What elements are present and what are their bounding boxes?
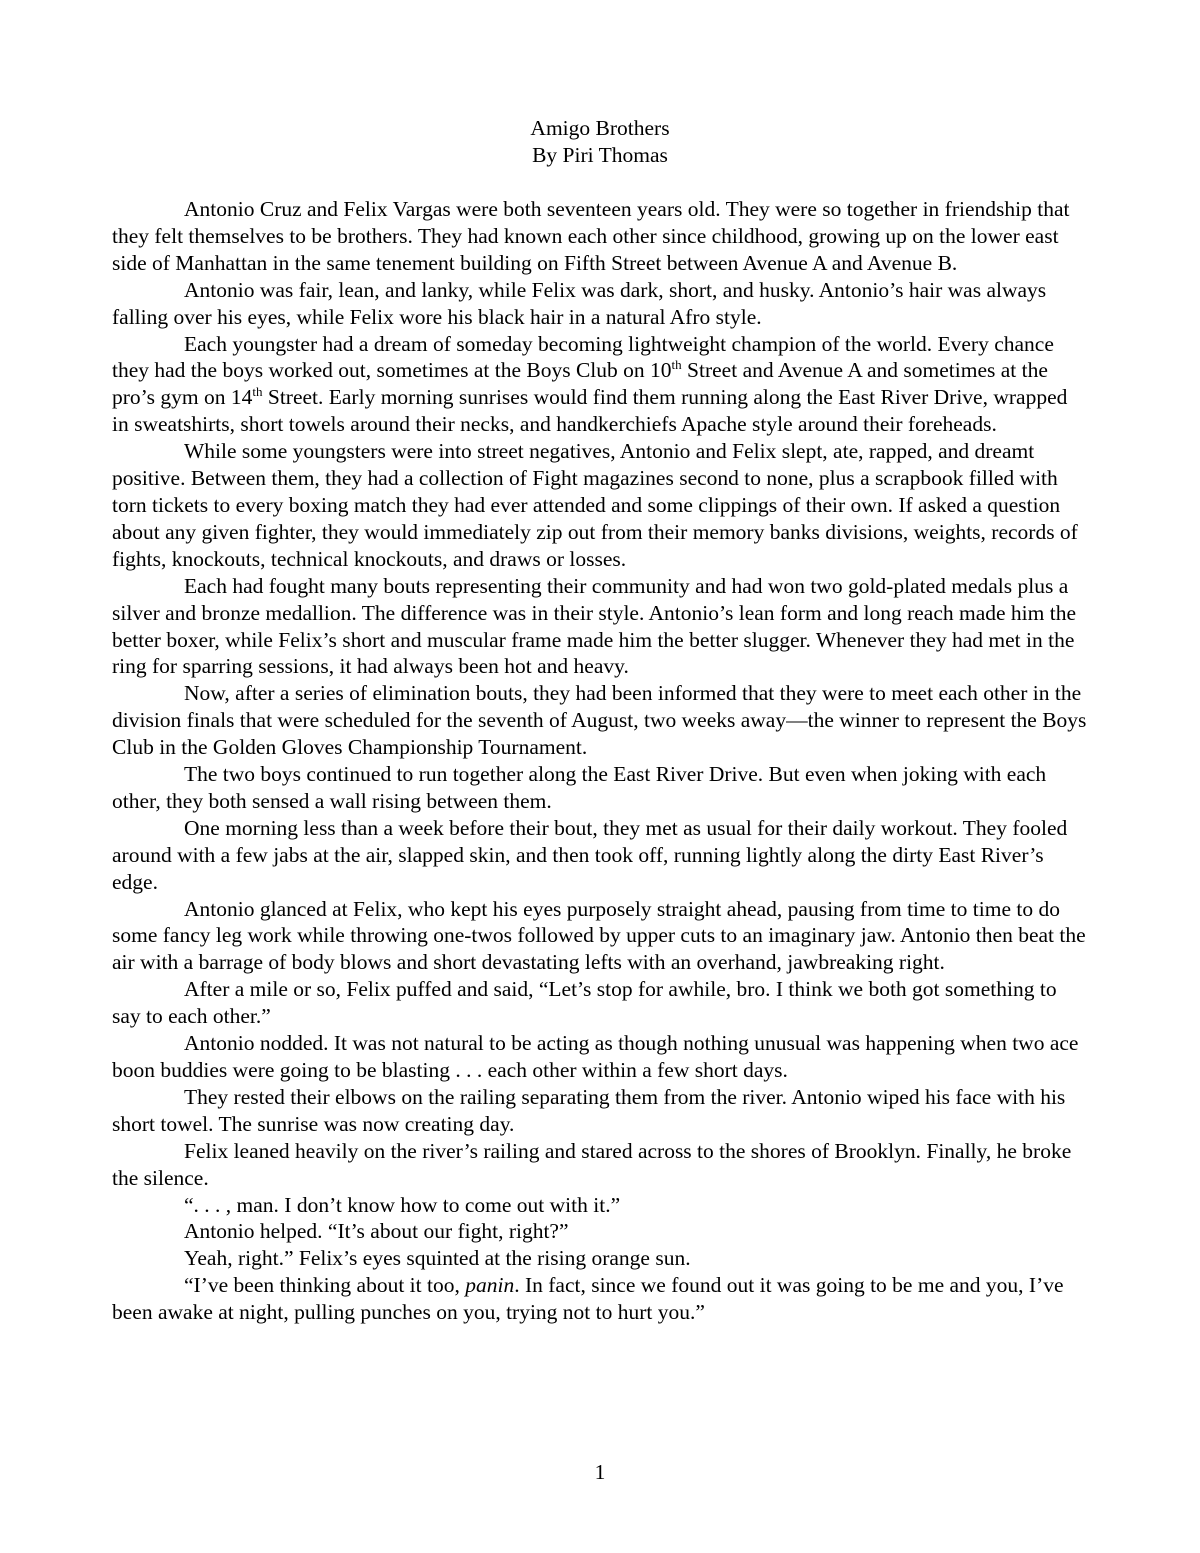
document-byline: By Piri Thomas bbox=[532, 143, 668, 167]
paragraph: Antonio Cruz and Felix Vargas were both seventeen years old. They were so together in friendship that they felt themselves to be brothers. They had known each other since childhood, growing up on the lower east side of Manhattan in the same tenement building on Fifth Street between Avenue A and Avenue B. bbox=[112, 197, 1070, 275]
paragraph: While some youngsters were into street negatives, Antonio and Felix slept, ate, rapped, and dreamt positive. Between them, they had a collection of Fight magazines second to none, plus a scrapbook filled with torn tickets to every boxing match they had ever attended and some clippings of their own. If asked a question about any given fighter, they would immediately zip out from their memory banks divisions, weights, records of fights, knockouts, technical knockouts, and draws or losses. bbox=[112, 439, 1078, 571]
paragraph: Antonio glanced at Felix, who kept his eyes purposely straight ahead, pausing from time to time to do some fancy leg work while throwing one-twos followed by upper cuts to an imaginary jaw. Antonio then beat the air with a barrage of body blows and short devastating lefts with an overhand, jawbreaking right. bbox=[112, 896, 1086, 975]
paragraph: After a mile or so, Felix puffed and said, “Let’s stop for awhile, bro. I think we both got something to say to each other.” bbox=[112, 977, 1057, 1029]
superscript: th bbox=[671, 357, 682, 373]
story-body bbox=[112, 196, 1088, 1326]
paragraph: One morning less than a week before their bout, they met as usual for their daily workout. They fooled around with a few jabs at the air, slapped skin, and then took off, running lightly along the dirty East River’s edge. bbox=[112, 815, 1068, 894]
paragraph: Yeah, right.” Felix’s eyes squinted at the rising orange sun. bbox=[184, 1246, 691, 1271]
paragraph: The two boys continued to run together along the East River Drive. But even when joking with each other, they both sensed a wall rising between them. bbox=[112, 762, 1047, 813]
paragraph: Felix leaned heavily on the river’s railing and stared across to the shores of Brooklyn. Finally, he broke the silence. bbox=[112, 1138, 1072, 1190]
italic-word: panin bbox=[465, 1273, 515, 1298]
paragraph-text: Street and Avenue A and sometimes at the pro’s gym on 14 bbox=[112, 358, 1048, 410]
paragraph bbox=[112, 1272, 1088, 1326]
paragraph: They rested their elbows on the railing separating them from the river. Antonio wiped his face with his short towel. The sunrise was now creating day. bbox=[112, 1084, 1066, 1136]
paragraph: “. . . , man. I don’t know how to come out with it.” bbox=[184, 1192, 621, 1217]
title-block bbox=[0, 115, 1200, 169]
paragraph bbox=[112, 331, 1088, 439]
paragraph: Antonio was fair, lean, and lanky, while Felix was dark, short, and husky. Antonio’s hair was always falling over his eyes, while Felix wore his black hair in a natural Afro style. bbox=[112, 277, 1047, 329]
page-number: 1 bbox=[594, 1460, 606, 1484]
paragraph-text: Street. Early morning sunrises would find them running along the East River Drive, wrapped in sweatshirts, short towels around their necks, and handkerchiefs Apache style around their foreheads. bbox=[112, 385, 1068, 437]
document-title: Amigo Brothers bbox=[530, 116, 670, 140]
paragraph-text: . In fact, since we found out it was going to be me and you, I’ve been awake at night, pulling punches on you, trying not to hurt you.” bbox=[112, 1273, 1064, 1325]
paragraph-text: “I’ve been thinking about it too, bbox=[184, 1273, 466, 1298]
paragraph: Each had fought many bouts representing their community and had won two gold-plated medals plus a silver and bronze medallion. The difference was in their style. Antonio’s lean form and long reach made him the better boxer, while Felix’s short and muscular frame made him the better slugger. Whenever they had met in the ring for sparring sessions, it had always been hot and heavy. bbox=[112, 573, 1077, 679]
paragraph: Now, after a series of elimination bouts, they had been informed that they were to meet each other in the division finals that were scheduled for the seventh of August, two weeks away—the winner to represent the Boys Club in the Golden Gloves Championship Tournament. bbox=[112, 681, 1087, 760]
paragraph: Antonio nodded. It was not natural to be acting as though nothing unusual was happening when two ace boon buddies were going to be blasting . . . each other within a few short days. bbox=[112, 1031, 1079, 1082]
superscript: th bbox=[252, 384, 263, 400]
paragraph-text: Each youngster had a dream of someday becoming lightweight champion of the world. Every chance they had the boys worked out, sometimes at the Boys Club on 10 bbox=[112, 331, 1054, 383]
paragraph: Antonio helped. “It’s about our fight, right?” bbox=[184, 1219, 569, 1244]
